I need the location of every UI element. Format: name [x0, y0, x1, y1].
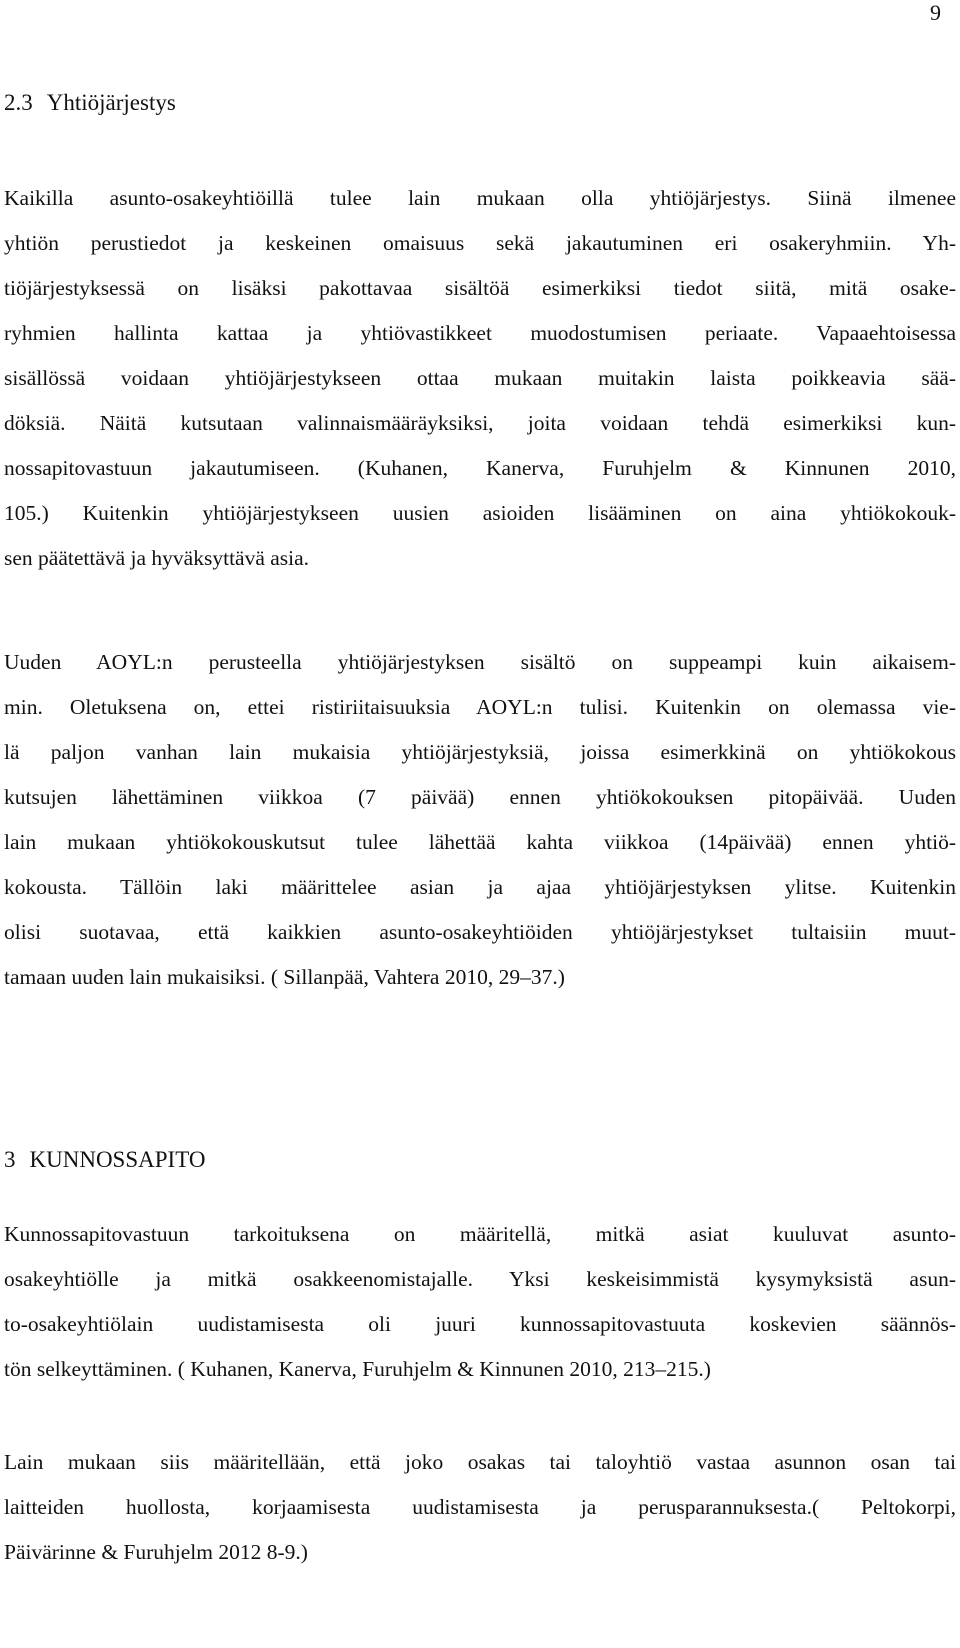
- paragraph-kunnossapito-1: [4, 1212, 956, 1392]
- text-line: nossapitovastuun jakautumiseen. (Kuhanen, Kanerva, Furuhjelm & Kinnunen 2010,: [4, 456, 956, 480]
- section-title: KUNNOSSAPITO: [29, 1147, 206, 1172]
- text-line: kutsujen lähettäminen viikkoa (7 päivää) ennen yhtiökokouksen pitopäivää. Uuden: [4, 785, 956, 809]
- section-number: 2.3: [4, 90, 33, 115]
- text-line: Lain mukaan siis määritellään, että joko osakas tai taloyhtiö vastaa asunnon osan tai: [4, 1450, 956, 1474]
- text-line: yhtiön perustiedot ja keskeinen omaisuus sekä jakautuminen eri osakeryhmiin. Yh-: [4, 231, 956, 255]
- text-line: osakeyhtiölle ja mitkä osakkeenomistajalle. Yksi keskeisimmistä kysymyksistä asun-: [4, 1267, 956, 1291]
- text-line: to-osakeyhtiölain uudistamisesta oli juuri kunnossapitovastuuta koskevien säännös-: [4, 1312, 956, 1336]
- text-line: Uuden AOYL:n perusteella yhtiöjärjestyksen sisältö on suppeampi kuin aikaisem-: [4, 650, 956, 674]
- paragraph-yhtiojarjestys-1: [4, 176, 956, 581]
- text-line: tiöjärjestyksessä on lisäksi pakottavaa sisältöä esimerkiksi tiedot siitä, mitä osake-: [4, 276, 956, 300]
- paragraph-yhtiojarjestys-2: [4, 640, 956, 1000]
- text-line: olisi suotavaa, että kaikkien asunto-osakeyhtiöiden yhtiöjärjestykset tultaisiin muut-: [4, 920, 956, 944]
- text-line: lä paljon vanhan lain mukaisia yhtiöjärjestyksiä, joissa esimerkkinä on yhtiökokous: [4, 740, 956, 764]
- text-line: tön selkeyttäminen. ( Kuhanen, Kanerva, Furuhjelm & Kinnunen 2010, 213–215.): [4, 1357, 711, 1381]
- text-line: Kaikilla asunto-osakeyhtiöillä tulee lain mukaan olla yhtiöjärjestys. Siinä ilmenee: [4, 186, 956, 210]
- text-line: Päivärinne & Furuhjelm 2012 8-9.): [4, 1540, 308, 1564]
- text-line: lain mukaan yhtiökokouskutsut tulee lähettää kahta viikkoa (14päivää) ennen yhtiö-: [4, 830, 956, 854]
- text-line: Kunnossapitovastuun tarkoituksena on määritellä, mitkä asiat kuuluvat asunto-: [4, 1222, 956, 1246]
- section-title: Yhtiöjärjestys: [46, 90, 176, 115]
- page-number: 9: [930, 0, 941, 25]
- section-heading-2-3: [4, 89, 176, 117]
- text-line: laitteiden huollosta, korjaamisesta uudistamisesta ja perusparannuksesta.( Peltokorpi,: [4, 1495, 956, 1519]
- section-heading-3: [4, 1146, 205, 1174]
- text-line: kokousta. Tällöin laki määrittelee asian ja ajaa yhtiöjärjestyksen ylitse. Kuitenkin: [4, 875, 956, 899]
- text-line: min. Oletuksena on, ettei ristiriitaisuuksia AOYL:n tulisi. Kuitenkin on olemassa vie-: [4, 695, 956, 719]
- text-line: sen päätettävä ja hyväksyttävä asia.: [4, 546, 310, 570]
- section-number: 3: [4, 1147, 16, 1172]
- text-line: döksiä. Näitä kutsutaan valinnaismääräyksiksi, joita voidaan tehdä esimerkiksi kun-: [4, 411, 956, 435]
- paragraph-kunnossapito-2: [4, 1440, 956, 1575]
- text-line: sisällössä voidaan yhtiöjärjestykseen ottaa mukaan muitakin laista poikkeavia sää-: [4, 366, 956, 390]
- text-line: ryhmien hallinta kattaa ja yhtiövastikkeet muodostumisen periaate. Vapaaehtoisessa: [4, 321, 956, 345]
- text-line: tamaan uuden lain mukaisiksi. ( Sillanpää, Vahtera 2010, 29–37.): [4, 965, 565, 989]
- text-line: 105.) Kuitenkin yhtiöjärjestykseen uusien asioiden lisääminen on aina yhtiökokouk-: [4, 501, 956, 525]
